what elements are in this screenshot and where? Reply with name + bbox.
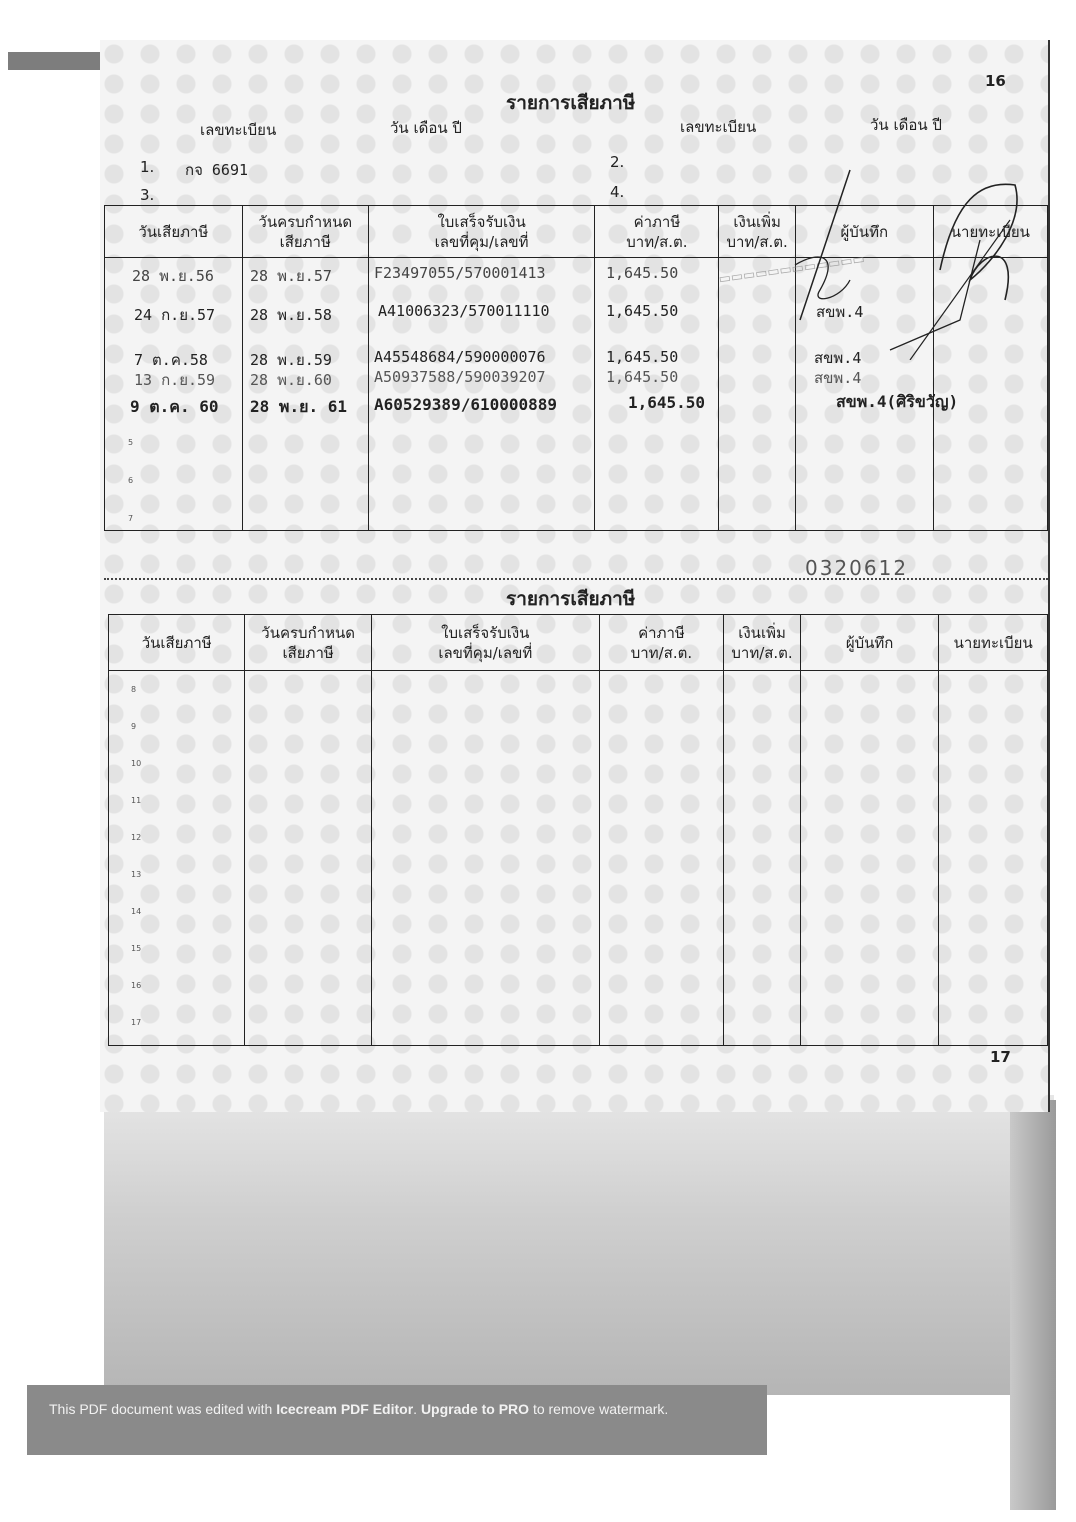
- row-number-7: 7: [128, 514, 134, 523]
- row3-paid: 7 ต.ค.58: [134, 351, 208, 369]
- tax-table-2: [108, 614, 1048, 1046]
- col2-header-recorder: ผู้บันทึก: [800, 615, 938, 671]
- col-header-receipt: ใบเสร็จรับเงิน เลขที่คุม/เลขที่: [368, 206, 595, 258]
- reg4-number: 4.: [610, 183, 625, 201]
- col-header-due-date: วันครบกำหนด เสียภาษี: [242, 206, 368, 258]
- row-number-12: 12: [131, 833, 142, 842]
- official-stamp: ▭▭▭▭▭▭▭▭▭▭▭▭: [717, 251, 866, 288]
- row2-due: 28 พ.ย.58: [250, 306, 332, 324]
- date-header-right: วัน เดือน ปี: [870, 116, 942, 134]
- col2-header-surcharge: เงินเพิ่ม บาท/ส.ต.: [724, 615, 801, 671]
- watermark-middle: .: [413, 1401, 421, 1417]
- row2-paid: 24 ก.ย.57: [134, 306, 216, 324]
- page-edge: [8, 52, 104, 70]
- col2-header-receipt: ใบเสร็จรับเงิน เลขที่คุม/เลขที่: [371, 615, 599, 671]
- row3-tax: 1,645.50: [606, 348, 679, 366]
- col-header-surcharge: เงินเพิ่ม บาท/ส.ต.: [719, 206, 795, 258]
- row4-paid: 13 ก.ย.59: [134, 371, 216, 389]
- col-header-recorder: ผู้บันทึก: [795, 206, 933, 258]
- watermark-suffix: to remove watermark.: [529, 1401, 669, 1417]
- scan-shadow: [104, 1095, 1054, 1395]
- row-number-16: 16: [131, 981, 142, 990]
- row1-tax: 1,645.50: [606, 264, 679, 282]
- row5-recorder: สขพ.4(ศิริขวัญ): [836, 392, 959, 411]
- row-number-10: 10: [131, 759, 142, 768]
- row3-recorder: สขพ.4: [814, 349, 862, 367]
- row-number-14: 14: [131, 907, 142, 916]
- row2-recorder: สขพ.4: [816, 303, 864, 321]
- row-number-15: 15: [131, 944, 142, 953]
- col-header-paid-date: วันเสียภาษี: [105, 206, 243, 258]
- row-number-5: 5: [128, 438, 134, 447]
- page-number-bottom: 17: [990, 1048, 1011, 1066]
- row5-paid: 9 ต.ค. 60: [130, 397, 219, 416]
- section2-title: รายการเสียภาษี: [506, 588, 636, 610]
- watermark-prefix: This PDF document was edited with: [49, 1401, 277, 1417]
- row-number-9: 9: [131, 722, 137, 731]
- reg3-number: 3.: [140, 186, 155, 204]
- row2-tax: 1,645.50: [606, 302, 679, 320]
- scan-shadow-right: [1010, 1100, 1056, 1510]
- reg1-value: กจ 6691: [185, 161, 249, 179]
- row4-due: 28 พ.ย.60: [250, 371, 332, 389]
- row5-tax: 1,645.50: [628, 393, 706, 412]
- reg-header-left: เลขทะเบียน: [200, 121, 277, 139]
- row4-recorder: สขพ.4: [814, 369, 862, 387]
- watermark-product: Icecream PDF Editor: [276, 1401, 414, 1417]
- row1-due: 28 พ.ย.57: [250, 267, 332, 285]
- row4-receipt: A50937588/590039207: [374, 368, 546, 386]
- watermark-banner: [27, 1385, 767, 1455]
- col-header-registrar: นายทะเบียน: [933, 206, 1047, 258]
- table2-header-row: [109, 615, 1048, 671]
- col2-header-paid-date: วันเสียภาษี: [109, 615, 245, 671]
- col2-header-registrar: นายทะเบียน: [939, 615, 1048, 671]
- date-header-left: วัน เดือน ปี: [390, 119, 462, 137]
- row1-paid: 28 พ.ย.56: [132, 267, 214, 285]
- signature-mark: [780, 160, 1050, 360]
- col-header-tax: ค่าภาษี บาท/ส.ต.: [595, 206, 719, 258]
- row-number-11: 11: [131, 796, 142, 805]
- row-number-17: 17: [131, 1018, 142, 1027]
- row5-receipt: A60529389/610000889: [374, 395, 558, 414]
- serial-fragment: 0320612: [805, 556, 909, 580]
- watermark-upgrade-link[interactable]: Upgrade to PRO: [420, 1401, 530, 1417]
- reg2-number: 2.: [610, 153, 625, 171]
- row-number-8: 8: [131, 685, 137, 694]
- row3-receipt: A45548684/590000076: [374, 348, 546, 366]
- row2-receipt: A41006323/570011110: [378, 302, 550, 320]
- row4-tax: 1,645.50: [606, 368, 679, 386]
- reg1-number: 1.: [140, 158, 155, 176]
- row-number-6: 6: [128, 476, 134, 485]
- row5-due: 28 พ.ย. 61: [250, 397, 347, 416]
- page-number-top: 16: [985, 72, 1006, 90]
- col2-header-tax: ค่าภาษี บาท/ส.ต.: [599, 615, 723, 671]
- col2-header-due-date: วันครบกำหนด เสียภาษี: [245, 615, 372, 671]
- section1-title: รายการเสียภาษี: [506, 92, 636, 114]
- row1-receipt: F23497055/570001413: [374, 264, 546, 282]
- row-number-13: 13: [131, 870, 142, 879]
- row3-due: 28 พ.ย.59: [250, 351, 332, 369]
- reg-header-right: เลขทะเบียน: [680, 118, 757, 136]
